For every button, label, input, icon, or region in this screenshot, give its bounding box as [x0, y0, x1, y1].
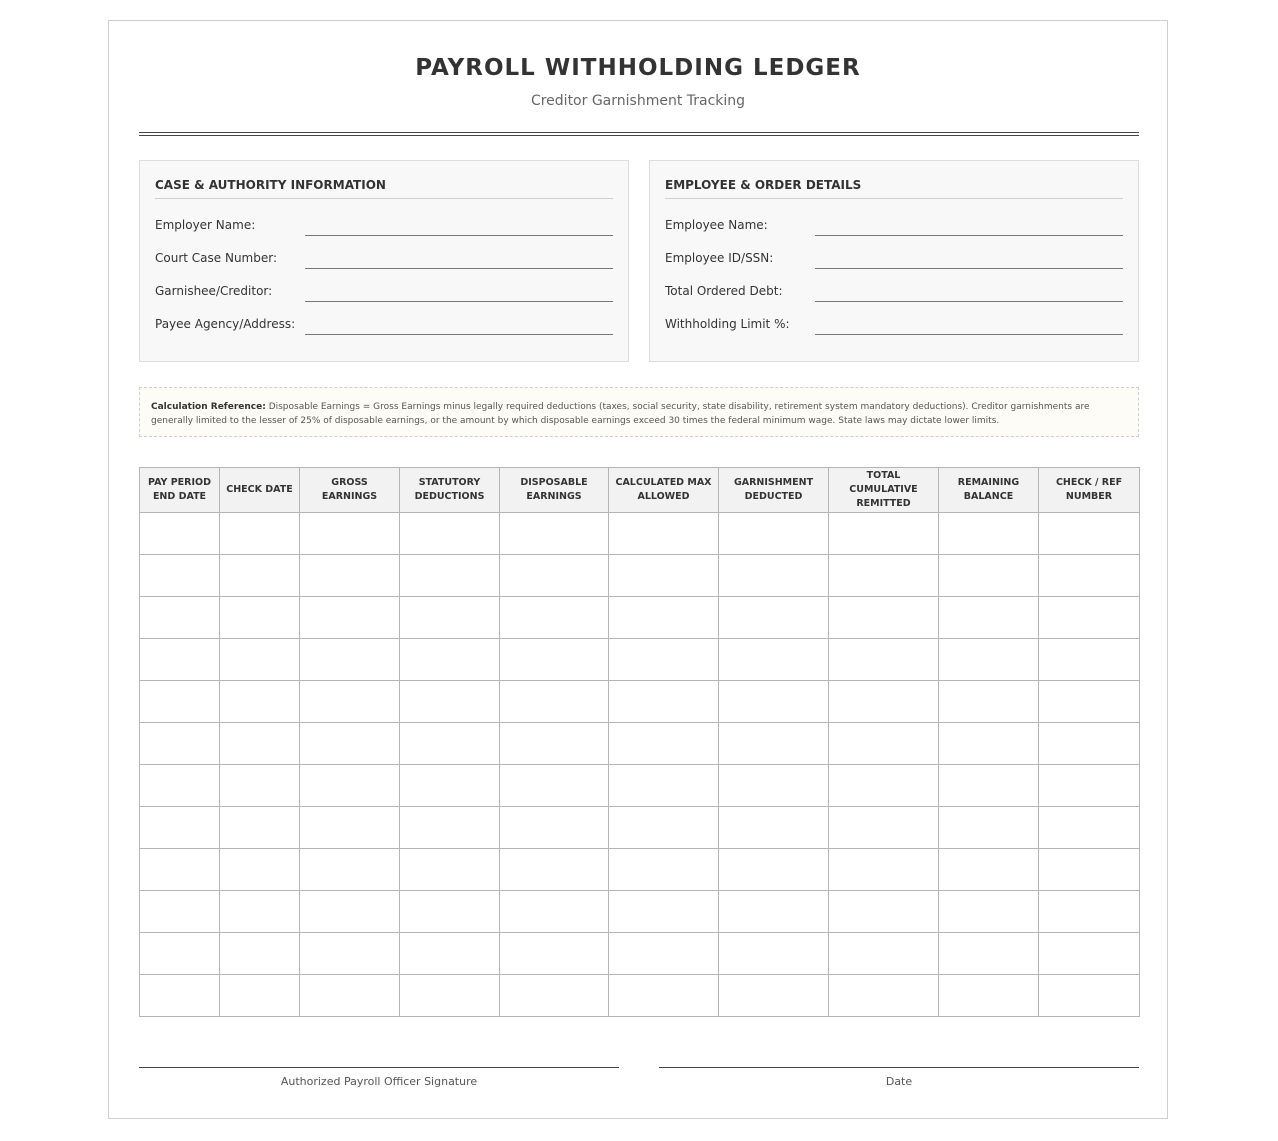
table-cell[interactable] — [939, 933, 1039, 975]
table-cell[interactable] — [140, 723, 220, 765]
garnishee-creditor-label: Garnishee/Creditor: — [155, 284, 273, 298]
table-cell[interactable] — [719, 555, 829, 597]
table-cell[interactable] — [1039, 597, 1140, 639]
employee-id-field[interactable] — [815, 267, 1123, 269]
table-cell[interactable] — [140, 681, 220, 723]
employer-name-field[interactable] — [305, 234, 613, 236]
table-cell[interactable] — [1039, 975, 1140, 1017]
table-cell[interactable] — [1039, 723, 1140, 765]
table-cell[interactable] — [500, 849, 609, 891]
table-cell[interactable] — [140, 597, 220, 639]
column-header: GARNISHMENT DEDUCTED — [719, 468, 829, 513]
section-divider — [665, 198, 1123, 199]
table-cell[interactable] — [719, 807, 829, 849]
table-header-row — [140, 468, 1140, 513]
table-cell[interactable] — [500, 681, 609, 723]
table-cell[interactable] — [500, 765, 609, 807]
table-cell[interactable] — [300, 849, 400, 891]
table-cell[interactable] — [300, 639, 400, 681]
total-ordered-debt-label: Total Ordered Debt: — [665, 284, 783, 298]
table-cell[interactable] — [300, 597, 400, 639]
table-cell[interactable] — [939, 513, 1039, 555]
employee-id-label: Employee ID/SSN: — [665, 251, 774, 265]
withholding-limit-field[interactable] — [815, 333, 1123, 335]
header-divider-top — [139, 132, 1139, 133]
table-cell[interactable] — [500, 597, 609, 639]
table-cell[interactable] — [609, 597, 719, 639]
table-cell[interactable] — [939, 975, 1039, 1017]
table-cell[interactable] — [719, 639, 829, 681]
table-cell[interactable] — [220, 681, 300, 723]
table-cell[interactable] — [609, 723, 719, 765]
column-header: TOTAL CUMULATIVE REMITTED — [829, 468, 939, 513]
table-cell[interactable] — [609, 639, 719, 681]
table-cell[interactable] — [400, 597, 500, 639]
table-cell[interactable] — [1039, 513, 1140, 555]
table-row — [140, 765, 1140, 807]
table-cell[interactable] — [500, 513, 609, 555]
table-cell[interactable] — [140, 513, 220, 555]
table-cell[interactable] — [220, 891, 300, 933]
table-cell[interactable] — [829, 975, 939, 1017]
table-cell[interactable] — [400, 639, 500, 681]
column-header: CALCULATED MAX ALLOWED — [609, 468, 719, 513]
table-cell[interactable] — [939, 681, 1039, 723]
table-row — [140, 723, 1140, 765]
table-cell[interactable] — [719, 765, 829, 807]
column-header: STATUTORY DEDUCTIONS — [400, 468, 500, 513]
table-cell[interactable] — [1039, 807, 1140, 849]
table-cell[interactable] — [400, 933, 500, 975]
ledger-body — [140, 513, 1140, 1017]
officer-signature-label: Authorized Payroll Officer Signature — [280, 1075, 478, 1088]
table-cell[interactable] — [719, 681, 829, 723]
table-cell[interactable] — [140, 891, 220, 933]
page-subtitle: Creditor Garnishment Tracking — [530, 93, 746, 109]
date-signature-line[interactable] — [659, 1067, 1139, 1068]
table-cell[interactable] — [400, 807, 500, 849]
calculation-reference-note — [139, 387, 1139, 437]
table-cell[interactable] — [1039, 681, 1140, 723]
payee-agency-field[interactable] — [305, 333, 613, 335]
court-case-number-field[interactable] — [305, 267, 613, 269]
table-cell[interactable] — [939, 723, 1039, 765]
withholding-limit-label: Withholding Limit %: — [665, 317, 790, 331]
table-row — [140, 807, 1140, 849]
table-cell[interactable] — [300, 891, 400, 933]
table-row — [140, 555, 1140, 597]
table-cell[interactable] — [829, 639, 939, 681]
employer-name-label: Employer Name: — [155, 218, 256, 232]
table-cell[interactable] — [719, 933, 829, 975]
employee-name-label: Employee Name: — [665, 218, 768, 232]
table-cell[interactable] — [220, 933, 300, 975]
employee-order-heading: EMPLOYEE & ORDER DETAILS — [665, 178, 862, 192]
table-cell[interactable] — [500, 933, 609, 975]
table-cell[interactable] — [500, 975, 609, 1017]
table-cell[interactable] — [609, 891, 719, 933]
table-cell[interactable] — [609, 555, 719, 597]
table-cell[interactable] — [400, 891, 500, 933]
table-cell[interactable] — [1039, 555, 1140, 597]
table-cell[interactable] — [140, 807, 220, 849]
case-authority-section — [139, 160, 629, 362]
column-header: REMAINING BALANCE — [939, 468, 1039, 513]
court-case-number-label: Court Case Number: — [155, 251, 277, 265]
table-cell[interactable] — [220, 723, 300, 765]
table-cell[interactable] — [220, 555, 300, 597]
table-row — [140, 513, 1140, 555]
column-header: CHECK / REF NUMBER — [1039, 468, 1140, 513]
table-cell[interactable] — [719, 849, 829, 891]
date-signature-label: Date — [885, 1075, 913, 1088]
table-cell[interactable] — [220, 597, 300, 639]
officer-signature-line[interactable] — [139, 1067, 619, 1068]
table-cell[interactable] — [939, 765, 1039, 807]
garnishee-creditor-field[interactable] — [305, 300, 613, 302]
table-cell[interactable] — [220, 849, 300, 891]
table-cell[interactable] — [1039, 933, 1140, 975]
table-cell[interactable] — [400, 681, 500, 723]
table-cell[interactable] — [719, 597, 829, 639]
column-header: CHECK DATE — [220, 468, 300, 513]
ledger-page — [108, 20, 1168, 1119]
table-cell[interactable] — [829, 513, 939, 555]
table-row — [140, 681, 1140, 723]
table-cell[interactable] — [719, 513, 829, 555]
table-cell[interactable] — [300, 723, 400, 765]
table-cell[interactable] — [400, 513, 500, 555]
table-cell[interactable] — [829, 597, 939, 639]
table-cell[interactable] — [220, 975, 300, 1017]
table-cell[interactable] — [609, 765, 719, 807]
table-cell[interactable] — [829, 765, 939, 807]
table-cell[interactable] — [939, 891, 1039, 933]
table-cell[interactable] — [939, 555, 1039, 597]
total-ordered-debt-field[interactable] — [815, 300, 1123, 302]
table-row — [140, 597, 1140, 639]
column-header: PAY PERIOD END DATE — [140, 468, 220, 513]
table-cell[interactable] — [939, 597, 1039, 639]
case-authority-heading: CASE & AUTHORITY INFORMATION — [155, 178, 386, 192]
table-cell[interactable] — [400, 849, 500, 891]
table-cell[interactable] — [220, 807, 300, 849]
table-cell[interactable] — [300, 975, 400, 1017]
table-cell[interactable] — [500, 723, 609, 765]
table-cell[interactable] — [939, 807, 1039, 849]
table-cell[interactable] — [300, 765, 400, 807]
payee-agency-label: Payee Agency/Address: — [155, 317, 296, 331]
table-cell[interactable] — [829, 807, 939, 849]
table-row — [140, 639, 1140, 681]
column-header: DISPOSABLE EARNINGS — [500, 468, 609, 513]
table-cell[interactable] — [300, 933, 400, 975]
table-cell[interactable] — [500, 555, 609, 597]
table-cell[interactable] — [300, 513, 400, 555]
table-cell[interactable] — [1039, 849, 1140, 891]
table-cell[interactable] — [500, 891, 609, 933]
table-cell[interactable] — [400, 765, 500, 807]
table-cell[interactable] — [829, 723, 939, 765]
table-cell[interactable] — [609, 849, 719, 891]
table-cell[interactable] — [220, 513, 300, 555]
table-cell[interactable] — [300, 555, 400, 597]
ledger-table — [139, 467, 1140, 1017]
table-cell[interactable] — [400, 723, 500, 765]
table-cell[interactable] — [939, 849, 1039, 891]
table-cell[interactable] — [1039, 639, 1140, 681]
employee-order-section — [649, 160, 1139, 362]
table-cell[interactable] — [1039, 891, 1140, 933]
table-cell[interactable] — [829, 849, 939, 891]
table-cell[interactable] — [500, 639, 609, 681]
note-text: Disposable Earnings = Gross Earnings minus legally required deductions (taxes, social security, state disability, retirement system mandatory deductions). Creditor garnishments are generally limited to the lesser of 25% of disposable earnings, or the amount by which disposable earnings exceed 30 times the federal minimum wage. State laws may dictate lower limits. — [151, 402, 1090, 426]
table-cell[interactable] — [719, 975, 829, 1017]
table-cell[interactable] — [140, 975, 220, 1017]
table-cell[interactable] — [400, 555, 500, 597]
table-cell[interactable] — [140, 639, 220, 681]
column-header: GROSS EARNINGS — [300, 468, 400, 513]
section-divider — [155, 198, 613, 199]
table-cell[interactable] — [220, 639, 300, 681]
table-cell[interactable] — [609, 513, 719, 555]
table-row — [140, 891, 1140, 933]
table-cell[interactable] — [300, 807, 400, 849]
table-cell[interactable] — [140, 555, 220, 597]
table-cell[interactable] — [140, 933, 220, 975]
table-cell[interactable] — [609, 681, 719, 723]
table-row — [140, 849, 1140, 891]
table-cell[interactable] — [140, 765, 220, 807]
table-row — [140, 933, 1140, 975]
table-cell[interactable] — [609, 975, 719, 1017]
note-label: Calculation Reference: — [151, 402, 266, 412]
table-cell[interactable] — [1039, 765, 1140, 807]
table-cell[interactable] — [400, 975, 500, 1017]
table-cell[interactable] — [829, 681, 939, 723]
table-cell[interactable] — [829, 933, 939, 975]
table-cell[interactable] — [719, 891, 829, 933]
table-cell[interactable] — [140, 849, 220, 891]
table-cell[interactable] — [500, 807, 609, 849]
table-cell[interactable] — [609, 933, 719, 975]
table-cell[interactable] — [220, 765, 300, 807]
table-cell[interactable] — [300, 681, 400, 723]
table-row — [140, 975, 1140, 1017]
employee-name-field[interactable] — [815, 234, 1123, 236]
table-cell[interactable] — [939, 639, 1039, 681]
table-cell[interactable] — [829, 555, 939, 597]
page-title: PAYROLL WITHHOLDING LEDGER — [415, 55, 861, 81]
table-cell[interactable] — [829, 891, 939, 933]
table-cell[interactable] — [609, 807, 719, 849]
table-cell[interactable] — [719, 723, 829, 765]
header-divider-bottom — [139, 135, 1139, 136]
